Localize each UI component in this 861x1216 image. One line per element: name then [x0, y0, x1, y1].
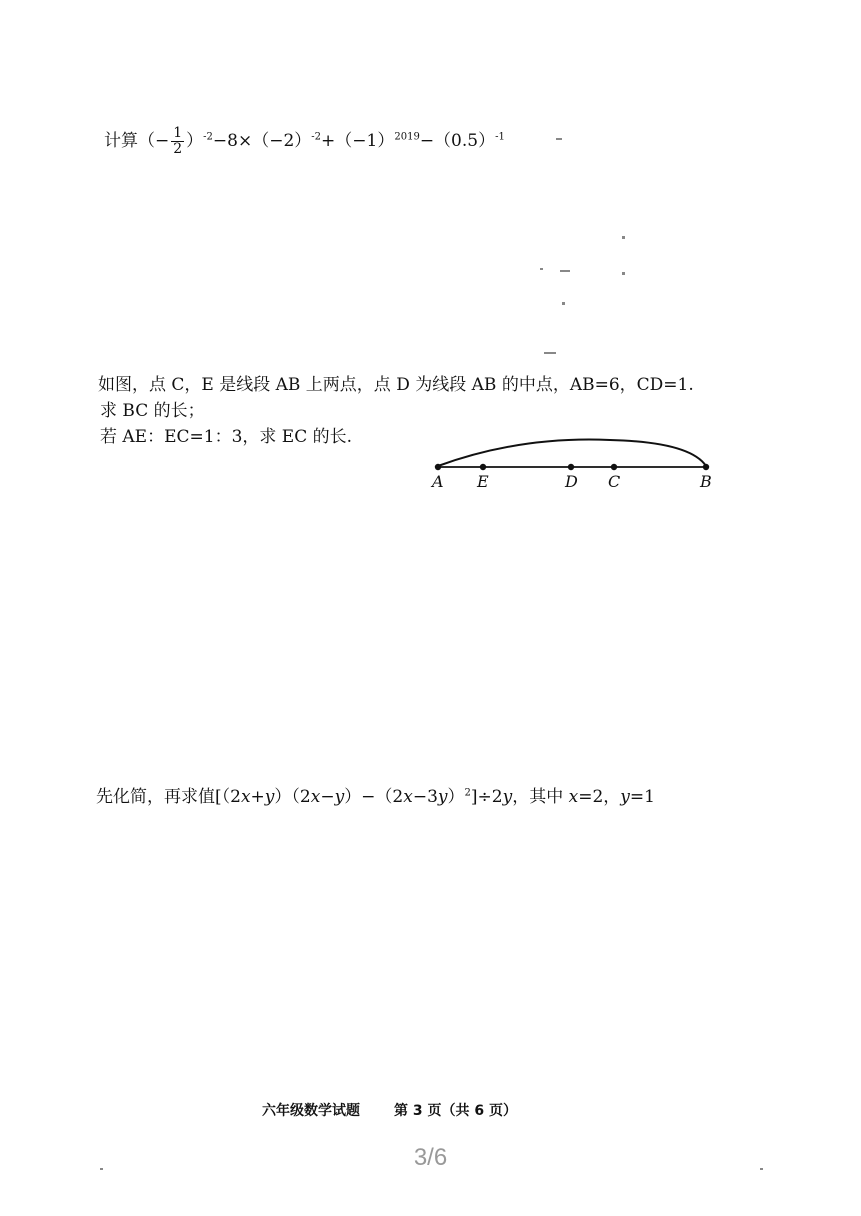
point-label-b: B [700, 472, 712, 491]
exam-title: 六年级数学试题 [262, 1103, 360, 1119]
point-c [611, 464, 617, 470]
page-info: 第 3 页（共 6 页） [394, 1103, 517, 1119]
problem-2-line-2: 求 BC 的长； [100, 401, 205, 421]
problem-1-prefix: 计算（− [104, 131, 170, 151]
point-b [703, 464, 709, 470]
fraction-one-half: $\frac{1}{2}$ [173, 125, 183, 157]
problem-2-line-1: 如图，点 C，E 是线段 AB 上两点，点 D 为线段 AB 的中点，AB=6，CD=1. [98, 375, 694, 395]
point-a [435, 464, 441, 470]
page-footer [262, 1100, 551, 1120]
segment-brace-curve [438, 440, 706, 466]
point-label-e: E [477, 472, 489, 491]
problem-3: 先化简，再求值$[(2x+y)(2x-y)-(2x-3y)^2]\div 2y$，其中 x=2，y=1 [96, 787, 655, 807]
point-label-c: C [608, 472, 621, 491]
problem-2-line-3: 若 AE：EC=1：3，求 EC 的长. [100, 427, 353, 447]
point-label-a: A [432, 472, 444, 491]
problem-1: 计算（− $\frac{1}{2}$ ）$^{-2}-8\times(-2)^{-2}+(-1)^{2019}-(0.5)^{-1}$ [104, 125, 505, 157]
point-e [480, 464, 486, 470]
point-label-d: D [565, 472, 578, 491]
point-d [568, 464, 574, 470]
page-indicator: 3/6 [413, 1144, 448, 1171]
